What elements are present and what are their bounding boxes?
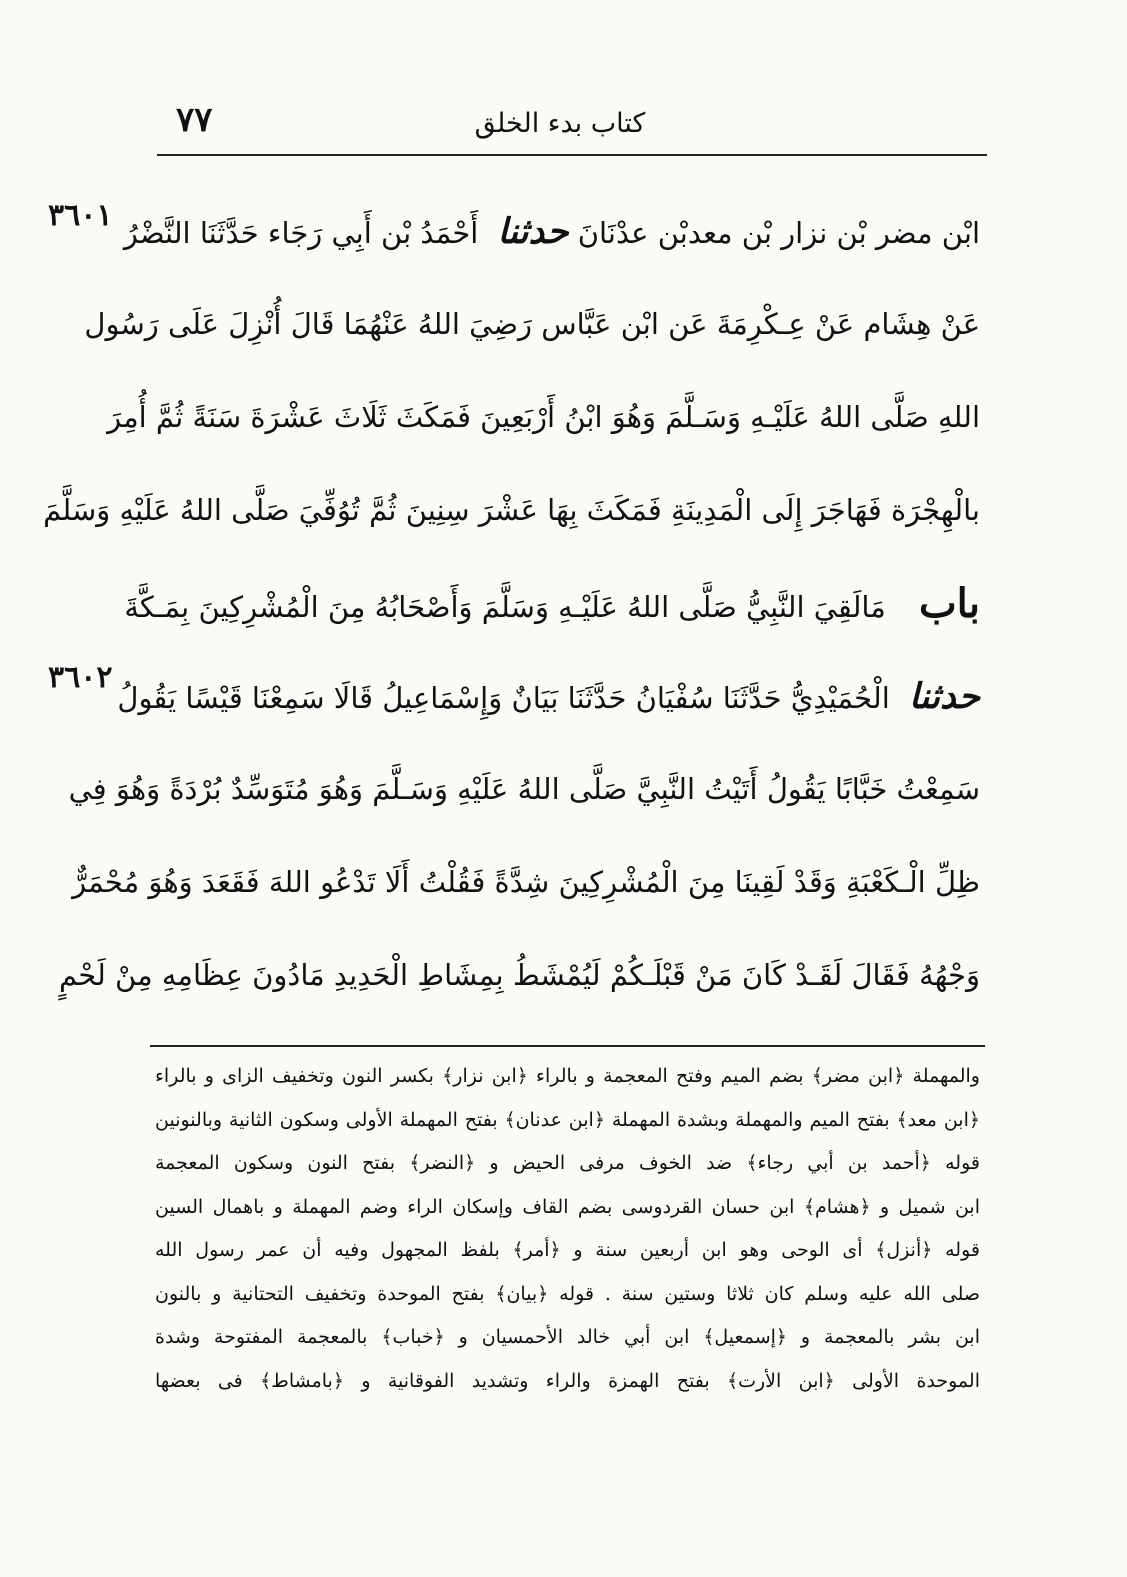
footnotes: [155, 1055, 980, 1403]
haddathana-marker: حدثنا: [909, 676, 980, 717]
footnote-line: والمهملة ﴿ابن مضر﴾ بضم الميم وفتح المعجمة و بالراء ﴿ابن نزار﴾ بكسر النون وتخفيف الزاى و بالراء: [155, 1065, 980, 1087]
bab-heading-marker: باب: [919, 580, 980, 627]
footnote-line: صلى الله عليه وسلم كان ثلاثا وستين سنة . قوله ﴿بيان﴾ بفتح الموحدة وتخفيف التحتانية و بالنون: [155, 1282, 980, 1305]
main-line: عَنْ هِشَام عَنْ عِـكْرِمَةَ عَن ابْن عَبَّاس رَضِيَ اللهُ عَنْهُمَا قَالَ أُنْزِلَ عَلَى رَسُول: [84, 307, 980, 341]
main-line: [124, 557, 980, 650]
main-line: اللهِ صَلَّى اللهُ عَلَيْـهِ وَسَـلَّمَ وَهُوَ ابْنُ أَرْبَعِينَ فَمَكَثَ ثَلَاثَ عَشْرَةَ سَنَةً ثُمَّ أُمِرَ: [107, 400, 980, 434]
hadith-number: ٣٦٠١: [48, 198, 113, 233]
main-line: سَمِعْتُ خَبَّابًا يَقُولُ أَتَيْتُ النَّبِيَّ صَلَّى اللهُ عَلَيْهِ وَسَـلَّمَ وَهُوَ مُتَوَسِّدٌ بُرْدَةً وَهُوَ فِي: [68, 772, 980, 806]
footnote-rule: [150, 1045, 985, 1047]
footnote-line: قوله ﴿أحمد بن أبي رجاء﴾ ضد الخوف مرفى الحيض و ﴿النضر﴾ بفتح النون وسكون المعجمة: [155, 1152, 980, 1174]
footnote-line: ابن شميل و ﴿هشام﴾ ابن حسان القردوسى بضم القاف وإسكان الراء وضم المهملة و باهمال السين: [155, 1195, 980, 1218]
footnote-line: ﴿ابن معد﴾ بفتح الميم والمهملة وبشدة المهملة ﴿ابن عدنان﴾ بفتح المهملة الأولى وسكون الثانية وبالنونين: [155, 1108, 980, 1131]
line-text: الْحُمَيْدِيُّ حَدَّثَنَا سُفْيَانُ حَدَّثَنَا بَيَانٌ وَإِسْمَاعِيلُ قَالَا سَمِعْنَا قَيْسًا يَقُولُ: [117, 681, 890, 715]
footnote-line: ابن بشر بالمعجمة و ﴿إسمعيل﴾ ابن أبي خالد الأحمسيان و ﴿خباب﴾ بالمعجمة المفتوحة وشدة: [155, 1326, 980, 1348]
main-line: وَجْهُهُ فَقَالَ لَقَـدْ كَانَ مَنْ قَبْلَـكُمْ لَيُمْشَطُ بِمِشَاطِ الْحَدِيدِ مَادُونَ عِظَامِهِ مِنْ لَحْمٍ: [58, 958, 980, 992]
haddathana-marker: حدثنا: [497, 211, 569, 252]
chapter-title: مَالَقِيَ النَّبِيُّ صَلَّى اللهُ عَلَيْـهِ وَسَلَّمَ وَأَصْحَابُهُ مِنَ الْمُشْرِكِينَ بِمَـكَّةَ: [124, 590, 886, 624]
main-line: [123, 185, 980, 278]
footnote-line: قوله ﴿أنزل﴾ أى الوحى وهو ابن أربعين سنة و ﴿أمر﴾ بلفظ المجهول وفيه أن عمر رسول الله: [155, 1239, 980, 1261]
main-line: [117, 650, 980, 743]
footnote-line: الموحدة الأولى ﴿ابن الأرت﴾ بفتح الهمزة والراء وتشديد الفوقانية و ﴿بامشاط﴾ فى بعضها: [155, 1369, 980, 1392]
header-rule: [157, 154, 987, 156]
hadith-number: ٣٦٠٢: [48, 660, 113, 695]
page-number: ٧٧: [176, 100, 213, 140]
main-line: ظِلِّ الْـكَعْبَةِ وَقَدْ لَقِينَا مِنَ الْمُشْرِكِينَ شِدَّةً فَقُلْتُ أَلَا تَدْعُو اللهَ فَقَعَدَ وَهُوَ مُحْمَرٌّ: [72, 865, 980, 899]
line-text: ابْن مضر بْن نزار بْن معدبْن عدْنَانَ: [577, 216, 980, 250]
running-title: كتاب بدء الخلق: [474, 108, 646, 139]
main-line: بالْهِجْرَة فَهَاجَرَ إِلَى الْمَدِينَةِ فَمَكَثَ بِهَا عَشْرَ سِنِينَ ثُمَّ تُوُفِّيَ صَلَّى اللهُ عَلَيْهِ وَسَلَّمَ: [43, 493, 980, 527]
line-text: أَحْمَدُ بْن أَبِي رَجَاء حَدَّثَنَا النَّضْرُ: [123, 216, 479, 250]
